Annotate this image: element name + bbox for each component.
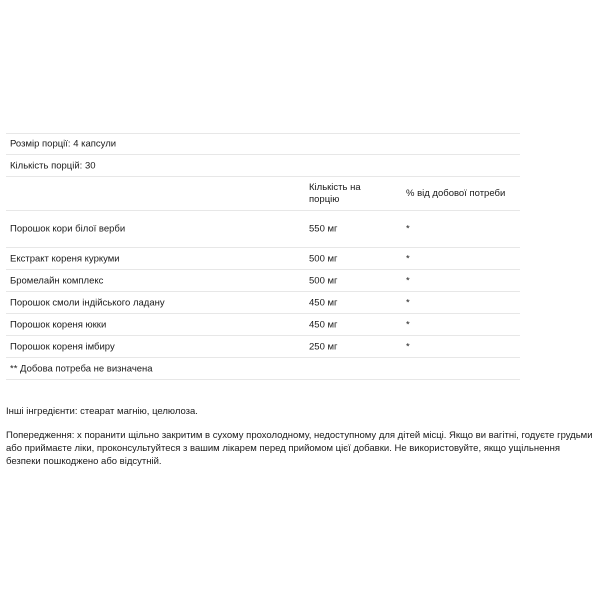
daily-value-footnote: ** Добова потреба не визначена xyxy=(10,363,153,374)
warning-text: Попередження: х поранити щільно закритим в сухому прохолодному, недоступному для дітей місці. Якщо ви вагітні, годуєте грудьми або приймаєте ліки, проконсультуйтеся з вашим лікарем перед прийомом цієї добавки. Не використовуйте, якщо ущільнення безпеки пошкоджено або відсутній. xyxy=(6,430,593,467)
ingredient-amount: 500 мг xyxy=(309,275,338,286)
ingredient-name: Екстракт кореня куркуми xyxy=(10,253,120,264)
ingredient-daily-value: * xyxy=(406,223,410,235)
footnote-row xyxy=(6,358,520,380)
table-row xyxy=(6,270,520,292)
table-row xyxy=(6,248,520,270)
ingredient-name: Порошок смоли індійського ладану xyxy=(10,297,165,308)
servings-count-text: Кількість порцій: 30 xyxy=(10,160,96,171)
ingredient-amount: 500 мг xyxy=(309,253,338,264)
ingredient-amount: 450 мг xyxy=(309,297,338,308)
ingredient-daily-value: * xyxy=(406,319,410,330)
ingredient-daily-value: * xyxy=(406,275,410,286)
table-header-row xyxy=(6,177,520,211)
ingredient-name: Порошок кореня імбиру xyxy=(10,341,115,352)
ingredient-daily-value: * xyxy=(406,253,410,264)
supplement-facts-table xyxy=(6,133,520,380)
table-row xyxy=(6,211,520,248)
ingredient-name: Порошок кореня юкки xyxy=(10,319,107,330)
table-row xyxy=(6,336,520,358)
ingredient-daily-value: * xyxy=(406,341,410,352)
table-row xyxy=(6,314,520,336)
ingredient-name: Порошок кори білої верби xyxy=(10,223,126,235)
ingredient-amount: 250 мг xyxy=(309,341,338,352)
ingredient-name: Бромелайн комплекс xyxy=(10,275,104,286)
daily-value-header: % від добової потреби xyxy=(406,188,506,199)
ingredient-amount: 550 мг xyxy=(309,223,338,235)
serving-size-row xyxy=(6,133,520,155)
serving-size-text: Розмір порції: 4 капсули xyxy=(10,138,117,150)
other-ingredients-text: Інші інгредієнти: стеарат магнію, целюлоза. xyxy=(6,406,198,417)
servings-count-row xyxy=(6,155,520,177)
amount-per-serving-header: Кількість на порцію xyxy=(309,182,361,205)
ingredient-daily-value: * xyxy=(406,297,410,308)
table-row xyxy=(6,292,520,314)
ingredient-amount: 450 мг xyxy=(309,319,338,330)
